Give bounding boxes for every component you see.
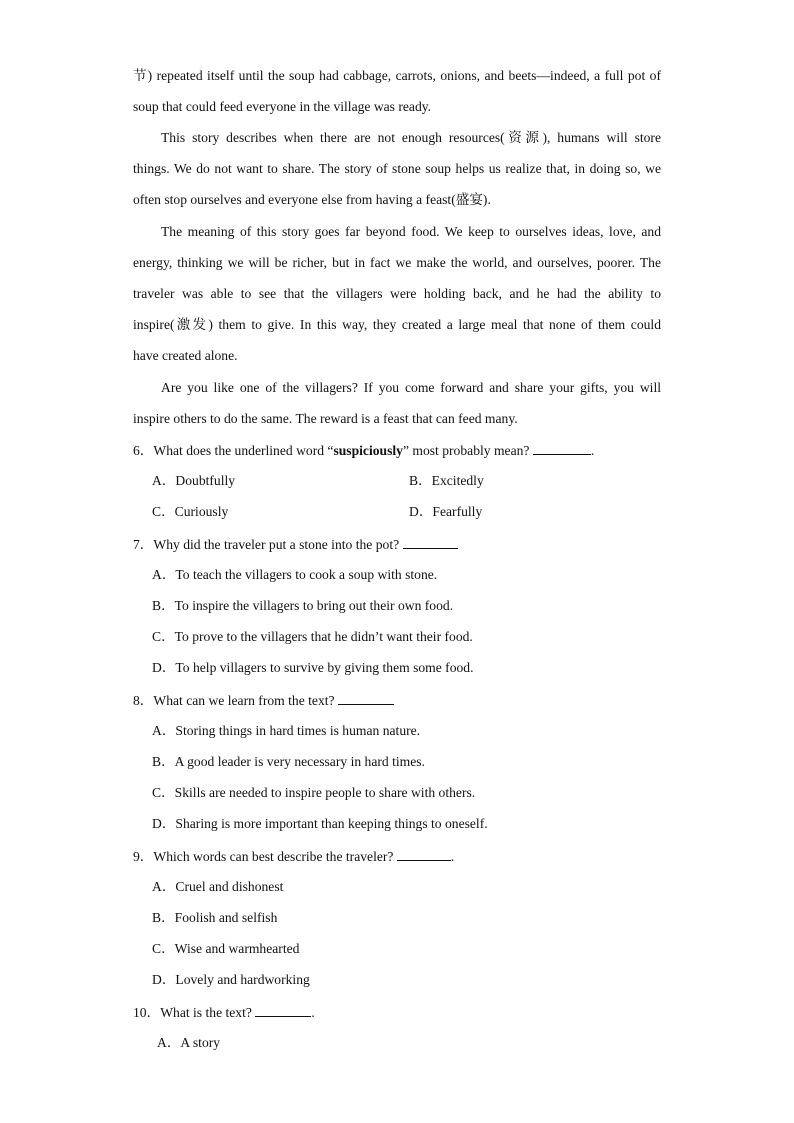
question-number: 8． bbox=[133, 693, 154, 708]
question-9 bbox=[133, 846, 454, 867]
answer-blank[interactable] bbox=[397, 846, 451, 861]
option-b[interactable]: B．Foolish and selfish bbox=[152, 910, 278, 925]
passage-line: Are you like one of the villagers? If you come forward and share your gifts, you will bbox=[161, 380, 661, 395]
question-text: What is the text? bbox=[160, 1005, 256, 1020]
passage-line: traveler was able to see that the villagers were holding back, and he had the ability to bbox=[133, 286, 661, 301]
option-a[interactable]: A．A story bbox=[157, 1035, 221, 1050]
option-d[interactable]: D．Lovely and hardworking bbox=[152, 972, 310, 987]
passage-line: energy, thinking we will be richer, but in fact we make the world, and ourselves, poorer. The bbox=[133, 255, 661, 270]
question-number: 7． bbox=[133, 537, 154, 552]
option-a[interactable]: A．Doubtfully bbox=[152, 473, 236, 488]
question-number: 6． bbox=[133, 443, 154, 458]
passage-line: inspire(激发) them to give. In this way, they created a large meal that none of them could bbox=[133, 317, 661, 332]
question-8 bbox=[133, 690, 394, 711]
question-text: Which words can best describe the traveler? bbox=[153, 849, 397, 864]
question-7 bbox=[133, 534, 458, 555]
question-text: What can we learn from the text? bbox=[153, 693, 338, 708]
option-c[interactable]: C．Skills are needed to inspire people to share with others. bbox=[152, 785, 476, 800]
answer-blank[interactable] bbox=[533, 440, 591, 455]
option-d[interactable]: D．Sharing is more important than keeping things to oneself. bbox=[152, 816, 488, 831]
option-a[interactable]: A．Storing things in hard times is human nature. bbox=[152, 723, 421, 738]
answer-blank[interactable] bbox=[338, 690, 394, 705]
answer-blank[interactable] bbox=[403, 534, 458, 549]
option-d[interactable]: D．To help villagers to survive by giving them some food. bbox=[152, 660, 474, 675]
question-text: What does the underlined word “ bbox=[153, 443, 334, 458]
passage-line: soup that could feed everyone in the village was ready. bbox=[133, 99, 432, 114]
passage-line: inspire others to do the same. The reward is a feast that can feed many. bbox=[133, 411, 518, 426]
option-a[interactable]: A．Cruel and dishonest bbox=[152, 879, 284, 894]
passage-line: This story describes when there are not enough resources(资源), humans will store bbox=[161, 130, 661, 145]
answer-blank[interactable] bbox=[255, 1002, 311, 1017]
option-d[interactable]: D．Fearfully bbox=[409, 504, 483, 519]
question-punct: . bbox=[590, 443, 595, 458]
question-text: ” most probably mean? bbox=[402, 443, 533, 458]
option-b[interactable]: B．A good leader is very necessary in hard times. bbox=[152, 754, 425, 769]
passage-line: often stop ourselves and everyone else from having a feast(盛宴). bbox=[133, 192, 491, 207]
passage-line: 节) repeated itself until the soup had cabbage, carrots, onions, and beets—indeed, a full pot of bbox=[133, 68, 661, 83]
passage-line: The meaning of this story goes far beyond food. We keep to ourselves ideas, love, and bbox=[161, 224, 661, 239]
question-text: Why did the traveler put a stone into the pot? bbox=[153, 537, 403, 552]
question-number: 10． bbox=[133, 1005, 161, 1020]
option-c[interactable]: C．Wise and warmhearted bbox=[152, 941, 300, 956]
question-number: 9． bbox=[133, 849, 154, 864]
passage-line: things. We do not want to share. The story of stone soup helps us realize that, in doing so, we bbox=[133, 161, 661, 176]
option-b[interactable]: B．To inspire the villagers to bring out their own food. bbox=[152, 598, 454, 613]
passage-line: have created alone. bbox=[133, 348, 238, 363]
option-c[interactable]: C．To prove to the villagers that he didn’t want their food. bbox=[152, 629, 473, 644]
question-10 bbox=[133, 1002, 315, 1023]
question-6 bbox=[133, 440, 594, 461]
question-punct: . bbox=[311, 1005, 315, 1020]
option-c[interactable]: C．Curiously bbox=[152, 504, 229, 519]
option-b[interactable]: B．Excitedly bbox=[409, 473, 484, 488]
underlined-word: suspiciously bbox=[333, 443, 403, 458]
option-a[interactable]: A．To teach the villagers to cook a soup with stone. bbox=[152, 567, 438, 582]
question-punct: . bbox=[450, 849, 455, 864]
